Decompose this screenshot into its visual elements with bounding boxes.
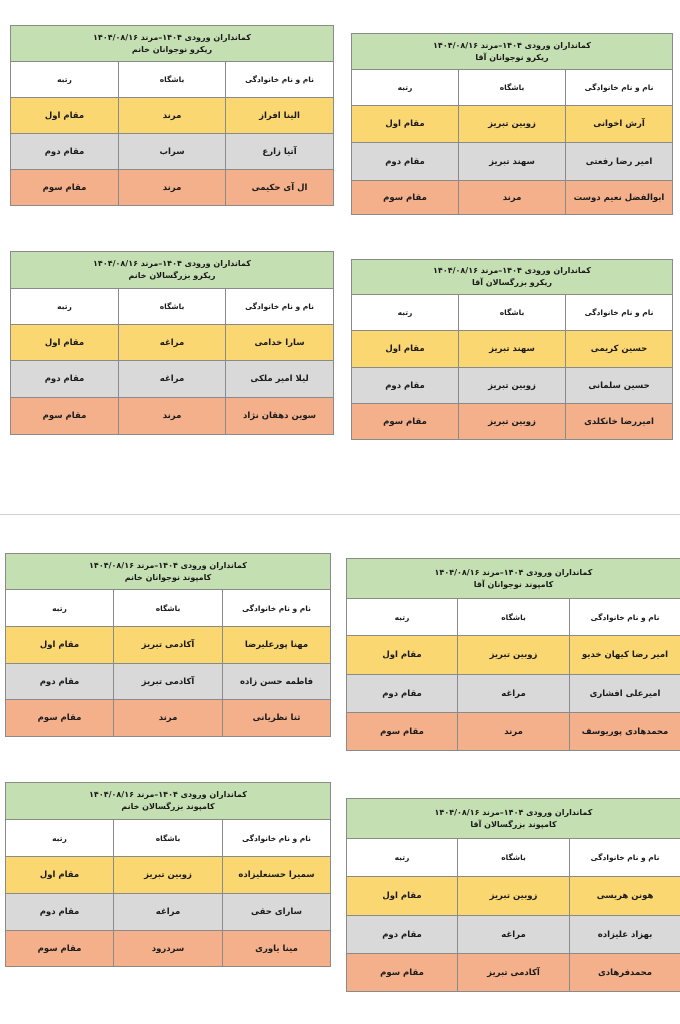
- event-title: کمانداران ورودی ۱۴۰۴–مرند ۱۴۰۴/۰۸/۱۶: [433, 266, 591, 276]
- rank-label: مقام اول: [6, 627, 114, 664]
- header-rank: رتبه: [11, 289, 119, 325]
- header-club: باشگاه: [114, 590, 223, 627]
- athlete-name: سارای حقی: [223, 894, 331, 931]
- rank-label: مقام دوم: [347, 675, 458, 713]
- results-table-recurve-junior-men: [351, 33, 673, 215]
- table-row: [11, 170, 334, 206]
- rank-label: مقام اول: [347, 877, 458, 916]
- club-name: زوبین تبریز: [114, 857, 223, 894]
- club-name: مراغه: [114, 894, 223, 931]
- table-row: [347, 877, 680, 916]
- table-row: [347, 713, 680, 751]
- rank-label: مقام دوم: [11, 361, 119, 398]
- athlete-name: محمدفرهادی: [570, 954, 680, 992]
- table-title: [11, 26, 334, 62]
- header-club: باشگاه: [459, 295, 566, 331]
- rank-label: مقام سوم: [347, 713, 458, 751]
- club-name: مرند: [119, 398, 226, 435]
- table-row: [11, 98, 334, 134]
- table-title: [352, 34, 673, 70]
- table-row: [6, 700, 331, 737]
- athlete-name: سمیرا حسنعلیزاده: [223, 857, 331, 894]
- table-row: [6, 664, 331, 700]
- category-title: کامپوند نوجوانان آقا: [473, 579, 554, 589]
- table-title: [6, 783, 331, 820]
- table-row: [6, 931, 331, 967]
- header-rank: رتبه: [352, 70, 459, 106]
- athlete-name: الینا افراز: [226, 98, 334, 134]
- header-club: باشگاه: [458, 599, 570, 636]
- athlete-name: محمدهادی پوریوسف: [570, 713, 680, 751]
- section-divider: [0, 514, 680, 515]
- table-row: [352, 331, 673, 368]
- event-title: کمانداران ورودی ۱۴۰۴–مرند ۱۴۰۴/۰۸/۱۶: [93, 259, 251, 269]
- club-name: آکادمی تبریز: [458, 954, 570, 992]
- rank-label: مقام سوم: [6, 700, 114, 737]
- header-name: نام و نام خانوادگی: [226, 62, 334, 98]
- club-name: مرند: [114, 700, 223, 737]
- athlete-name: امیررضا خانکلدی: [566, 404, 673, 440]
- event-title: کمانداران ورودی ۱۴۰۴–مرند ۱۴۰۴/۰۸/۱۶: [434, 567, 593, 577]
- category-title: ریکرو نوجوانان آقا: [475, 52, 549, 62]
- rank-label: مقام اول: [347, 636, 458, 675]
- club-name: سردرود: [114, 931, 223, 967]
- athlete-name: امیر رضا کیهان خدیو: [570, 636, 680, 675]
- header-rank: رتبه: [352, 295, 459, 331]
- table-row: [6, 857, 331, 894]
- header-name: نام و نام خانوادگی: [223, 820, 331, 857]
- results-table-recurve-junior-women: [10, 25, 334, 206]
- table-row: [11, 325, 334, 361]
- event-title: کمانداران ورودی ۱۴۰۴–مرند ۱۴۰۴/۰۸/۱۶: [434, 807, 593, 817]
- rank-label: مقام سوم: [352, 404, 459, 440]
- club-name: مراغه: [458, 675, 570, 713]
- table-row: [11, 398, 334, 435]
- rank-label: مقام سوم: [11, 398, 119, 435]
- header-name: نام و نام خانوادگی: [223, 590, 331, 627]
- athlete-name: لیلا امیر ملکی: [226, 361, 334, 398]
- table-row: [11, 134, 334, 170]
- header-name: نام و نام خانوادگی: [570, 839, 680, 877]
- rank-label: مقام اول: [11, 98, 119, 134]
- table-row: [352, 404, 673, 440]
- table-title: [11, 252, 334, 289]
- category-title: کامپوند نوجوانان خانم: [124, 572, 212, 582]
- header-club: باشگاه: [459, 70, 566, 106]
- athlete-name: آرش اخوانی: [566, 106, 673, 143]
- athlete-name: هونن هریسی: [570, 877, 680, 916]
- table-row: [347, 916, 680, 954]
- results-table-recurve-senior-women: [10, 251, 334, 435]
- athlete-name: امیر رضا رفعتی: [566, 143, 673, 181]
- rank-label: مقام دوم: [11, 134, 119, 170]
- rank-label: مقام دوم: [352, 368, 459, 404]
- results-table-compound-junior-men: [346, 558, 680, 751]
- event-title: کمانداران ورودی ۱۴۰۴–مرند ۱۴۰۴/۰۸/۱۶: [93, 32, 251, 42]
- athlete-name: مینا یاوری: [223, 931, 331, 967]
- rank-label: مقام سوم: [352, 181, 459, 215]
- rank-label: مقام دوم: [6, 664, 114, 700]
- category-title: ریکرو بزرگسالان خانم: [128, 271, 216, 280]
- club-name: زوبین تبریز: [459, 368, 566, 404]
- rank-label: مقام اول: [352, 106, 459, 143]
- category-title: کامپوند بزرگسالان آقا: [470, 819, 557, 829]
- rank-label: مقام دوم: [347, 916, 458, 954]
- header-name: نام و نام خانوادگی: [226, 289, 334, 325]
- event-title: کمانداران ورودی ۱۴۰۴–مرند ۱۴۰۴/۰۸/۱۶: [433, 40, 591, 50]
- club-name: مراغه: [119, 325, 226, 361]
- table-row: [347, 954, 680, 992]
- header-name: نام و نام خانوادگی: [570, 599, 680, 636]
- club-name: مرند: [459, 181, 566, 215]
- table-row: [6, 894, 331, 931]
- table-title: [347, 799, 680, 839]
- header-club: باشگاه: [119, 289, 226, 325]
- table-row: [347, 636, 680, 675]
- event-title: کمانداران ورودی ۱۴۰۴–مرند ۱۴۰۴/۰۸/۱۶: [89, 560, 247, 570]
- event-title: کمانداران ورودی ۱۴۰۴–مرند ۱۴۰۴/۰۸/۱۶: [89, 790, 247, 800]
- results-table-compound-senior-men: [346, 798, 680, 992]
- header-club: باشگاه: [458, 839, 570, 877]
- table-row: [11, 361, 334, 398]
- table-title: [6, 554, 331, 590]
- club-name: زوبین تبریز: [458, 877, 570, 916]
- rank-label: مقام سوم: [11, 170, 119, 206]
- header-rank: رتبه: [347, 839, 458, 877]
- table-row: [352, 368, 673, 404]
- category-title: ریکرو بزرگسالان آقا: [472, 278, 552, 287]
- athlete-name: سوین دهقان نژاد: [226, 398, 334, 435]
- club-name: مرند: [119, 170, 226, 206]
- header-name: نام و نام خانوادگی: [566, 295, 673, 331]
- rank-label: مقام سوم: [347, 954, 458, 992]
- rank-label: مقام اول: [6, 857, 114, 894]
- table-title: [352, 260, 673, 295]
- header-rank: رتبه: [11, 62, 119, 98]
- athlete-name: مهنا پورعلیرضا: [223, 627, 331, 664]
- athlete-name: حسین کریمی: [566, 331, 673, 368]
- athlete-name: سارا خدامی: [226, 325, 334, 361]
- athlete-name: ال آی حکیمی: [226, 170, 334, 206]
- club-name: زوبین تبریز: [459, 106, 566, 143]
- header-club: باشگاه: [114, 820, 223, 857]
- athlete-name: آتیا زارع: [226, 134, 334, 170]
- table-row: [352, 181, 673, 215]
- results-table-compound-senior-women: [5, 782, 331, 967]
- club-name: آکادمی تبریز: [114, 627, 223, 664]
- athlete-name: امیرعلی افشاری: [570, 675, 680, 713]
- athlete-name: ثنا نظریانی: [223, 700, 331, 737]
- athlete-name: بهزاد علیزاده: [570, 916, 680, 954]
- header-rank: رتبه: [6, 590, 114, 627]
- results-table-compound-junior-women: [5, 553, 331, 737]
- athlete-name: حسین سلمانی: [566, 368, 673, 404]
- rank-label: مقام اول: [11, 325, 119, 361]
- table-title: [347, 559, 680, 599]
- club-name: مرند: [458, 713, 570, 751]
- athlete-name: فاطمه حسن زاده: [223, 664, 331, 700]
- rank-label: مقام دوم: [352, 143, 459, 181]
- rank-label: مقام سوم: [6, 931, 114, 967]
- club-name: سهند تبریز: [459, 331, 566, 368]
- club-name: مرند: [119, 98, 226, 134]
- rank-label: مقام اول: [352, 331, 459, 368]
- club-name: مراغه: [458, 916, 570, 954]
- header-name: نام و نام خانوادگی: [566, 70, 673, 106]
- header-rank: رتبه: [6, 820, 114, 857]
- header-club: باشگاه: [119, 62, 226, 98]
- category-title: ریکرو نوجوانان خانم: [131, 44, 213, 54]
- club-name: سراب: [119, 134, 226, 170]
- rank-label: مقام دوم: [6, 894, 114, 931]
- club-name: سهند تبریز: [459, 143, 566, 181]
- club-name: مراغه: [119, 361, 226, 398]
- table-row: [352, 143, 673, 181]
- results-table-recurve-senior-men: [351, 259, 673, 440]
- table-row: [6, 627, 331, 664]
- header-rank: رتبه: [347, 599, 458, 636]
- category-title: کامپوند بزرگسالان خانم: [121, 802, 215, 811]
- table-row: [347, 675, 680, 713]
- club-name: زوبین تبریز: [458, 636, 570, 675]
- club-name: زوبین تبریز: [459, 404, 566, 440]
- athlete-name: ابوالفضل نعیم دوست: [566, 181, 673, 215]
- table-row: [352, 106, 673, 143]
- club-name: آکادمی تبریز: [114, 664, 223, 700]
